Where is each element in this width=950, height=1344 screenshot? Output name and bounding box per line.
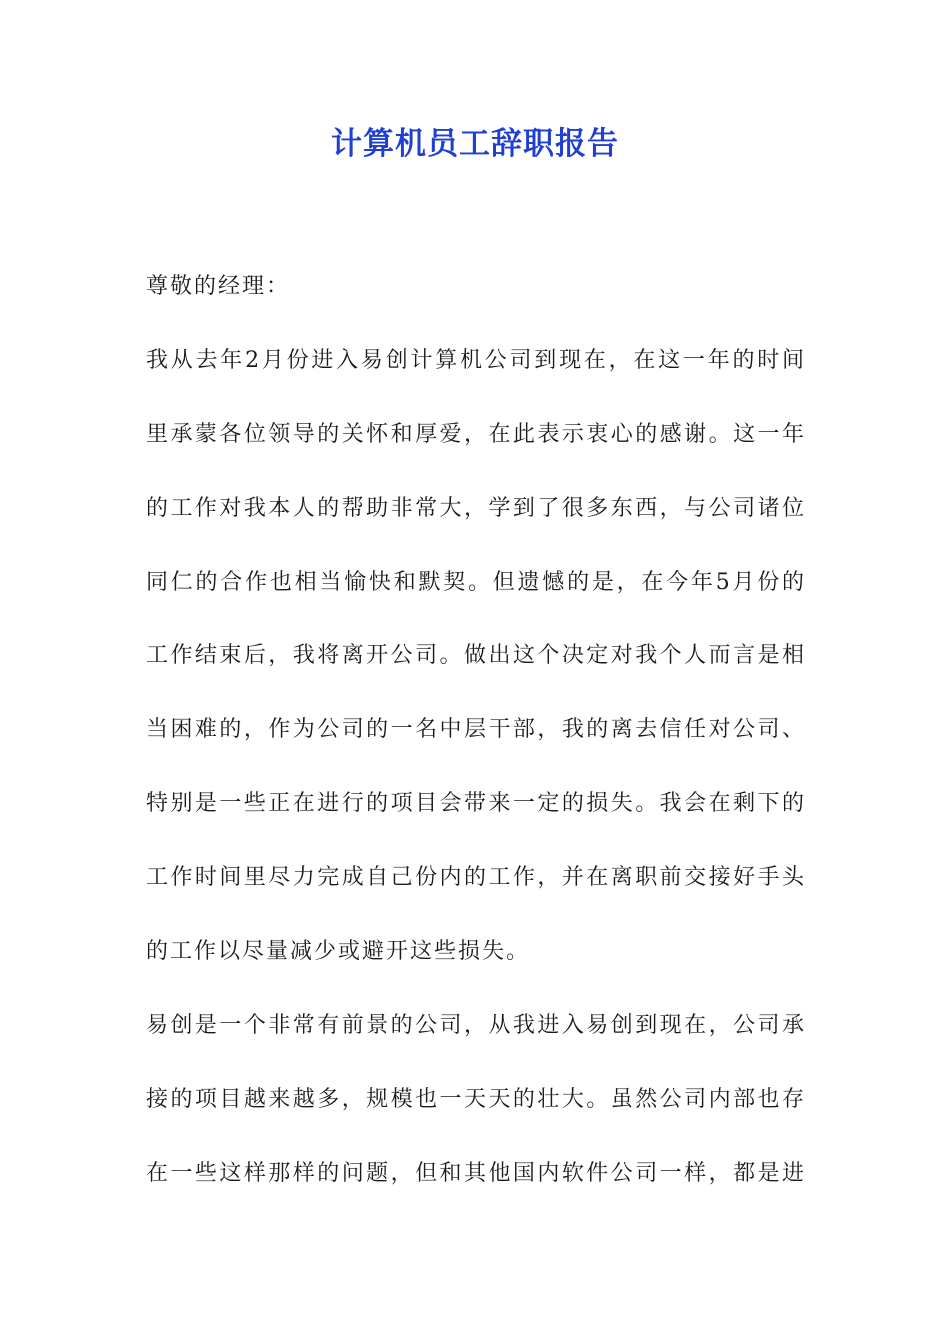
body-line: 的工作以尽量减少或避开这些损失。 bbox=[146, 939, 531, 965]
body-line: 在一些这样那样的问题，但和其他国内软件公司一样，都是进 bbox=[146, 1160, 806, 1186]
body-line: 接的项目越来越多，规模也一天天的壮大。虽然公司内部也存 bbox=[146, 1086, 806, 1112]
body-line: 当困难的，作为公司的一名中层干部，我的离去信任对公司、 bbox=[146, 717, 806, 743]
body-line: 工作结束后，我将离开公司。做出这个决定对我个人而言是相 bbox=[146, 643, 806, 669]
body-line: 易创是一个非常有前景的公司，从我进入易创到现在，公司承 bbox=[146, 1012, 806, 1038]
document-title: 计算机员工辞职报告 bbox=[331, 126, 619, 162]
body-line: 里承蒙各位领导的关怀和厚爱，在此表示衷心的感谢。这一年 bbox=[146, 421, 806, 447]
body-line: 我从去年2月份进入易创计算机公司到现在，在这一年的时间 bbox=[146, 347, 806, 373]
body-line: 工作时间里尽力完成自己份内的工作，并在离职前交接好手头 bbox=[146, 865, 806, 891]
body-line: 的工作对我本人的帮助非常大，学到了很多东西，与公司诸位 bbox=[146, 495, 806, 521]
document-body bbox=[146, 264, 806, 1225]
body-line: 同仁的合作也相当愉快和默契。但遗憾的是，在今年5月份的 bbox=[146, 569, 806, 595]
body-line: 特别是一些正在进行的项目会带来一定的损失。我会在剩下的 bbox=[146, 791, 806, 817]
salutation-line: 尊敬的经理： bbox=[146, 274, 291, 299]
